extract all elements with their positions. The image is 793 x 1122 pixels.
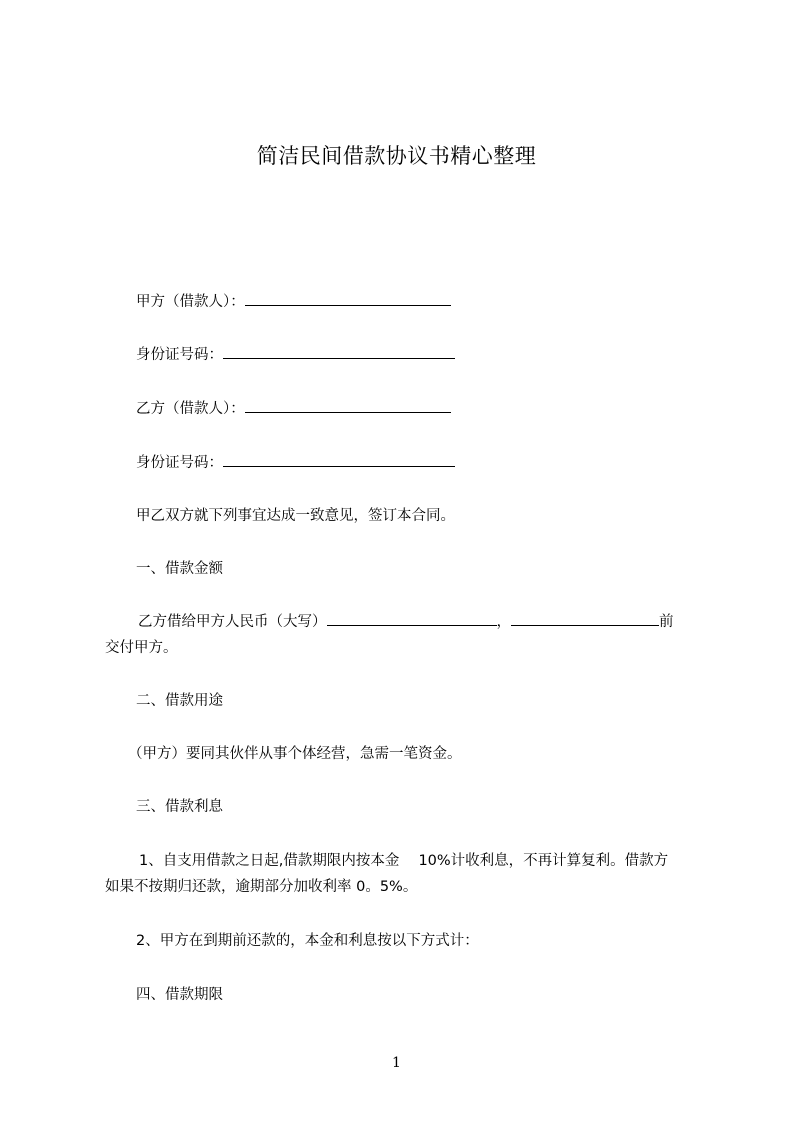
party-a-id-label: 身份证号码： [136,347,223,363]
section-1-text-b: 前 [659,614,674,630]
section-4-heading: 四、借款期限 [136,987,223,1003]
party-b-blank[interactable] [245,398,451,413]
section-3-item-2: 2、甲方在到期前还款的，本金和利息按以下方式计： [136,933,479,949]
party-b-label: 乙方（借款人）： [136,401,245,417]
document-title: 简洁民间借款协议书精心整理 [256,144,537,168]
page-number: 1 [392,1055,401,1071]
party-a-field [136,291,451,312]
section-2-heading: 二、借款用途 [136,693,223,709]
section-1-body [105,609,703,661]
party-a-id-field [136,344,455,365]
intro-paragraph: 甲乙双方就下列事宜达成一致意见，签订本合同。 [136,508,455,524]
section-3-item-1 [105,848,703,900]
section-1-text-a: 乙方借给甲方人民币（大写） [138,614,327,630]
amount-words-blank[interactable] [327,611,497,626]
party-b-field [136,398,451,419]
party-a-blank[interactable] [245,291,451,306]
section-1-heading: 一、借款金额 [136,561,223,577]
section-3-item-1-line-2: 如果不按期归还款，逾期部分加收利率 0。5%。 [105,879,418,895]
party-b-id-blank[interactable] [223,452,455,467]
party-b-id-label: 身份证号码： [136,455,223,471]
party-a-label: 甲方（借款人）： [136,294,245,310]
section-1-comma: ， [496,614,511,630]
party-a-id-blank[interactable] [223,344,455,359]
section-1-text-c: 交付甲方。 [105,640,178,656]
section-3-item-1-line-1: 1、自支用借款之日起,借款期限内按本金 10%计收利息，不再计算复利。借款方 [139,853,669,869]
date-blank[interactable] [511,611,659,626]
section-3-heading: 三、借款利息 [136,799,223,815]
section-2-text: （甲方）要同其伙伴从事个体经营，急需一笔资金。 [128,746,462,762]
party-b-id-field [136,452,455,473]
